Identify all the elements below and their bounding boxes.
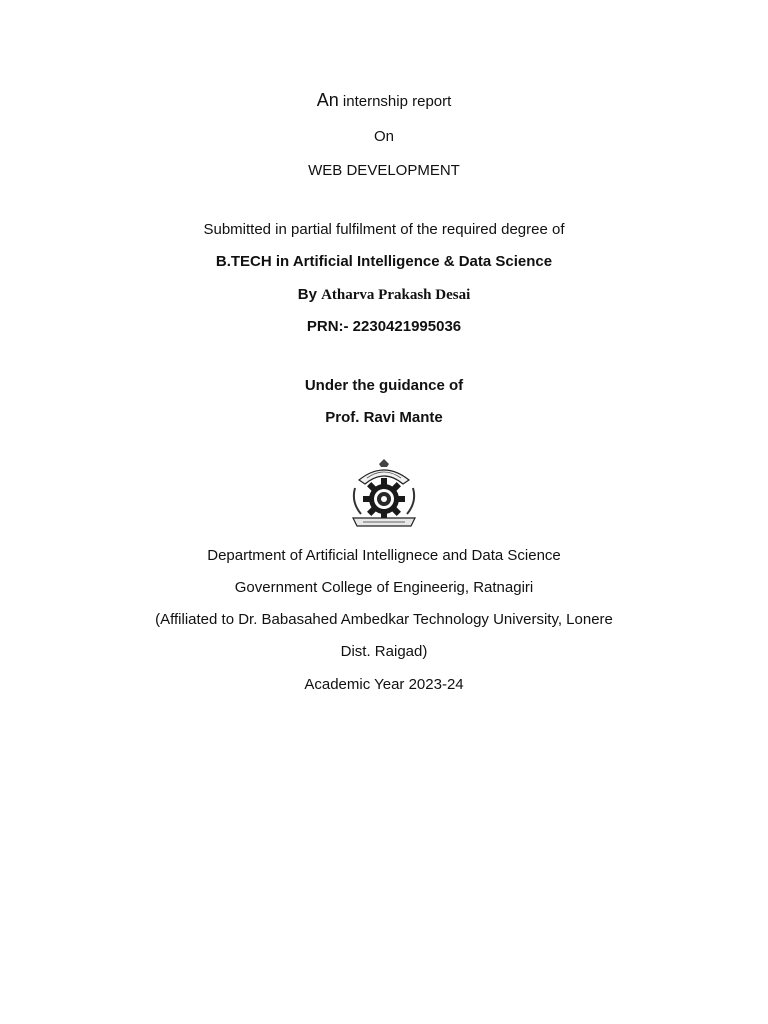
college-name: Government College of Engineerig, Ratnagiri xyxy=(234,579,534,596)
guidance-label: Under the guidance of xyxy=(304,377,464,394)
prn-number: PRN:- 2230421995036 xyxy=(306,318,462,335)
degree-name: B.TECH in Artificial Intelligence & Data Science xyxy=(215,253,553,270)
submission-statement: Submitted in partial fulfilment of the required degree of xyxy=(203,221,565,238)
department-name: Department of Artificial Intellignece and Data Science xyxy=(207,547,561,564)
on-label: On xyxy=(373,128,394,145)
affiliation-line-2: Dist. Raigad) xyxy=(340,643,428,660)
report-title xyxy=(0,90,768,112)
college-emblem-icon xyxy=(345,458,423,530)
guide-name: Prof. Ravi Mante xyxy=(325,409,443,426)
report-subject: WEB DEVELOPMENT xyxy=(308,162,460,179)
by-label: By xyxy=(297,286,322,303)
report-title-rest: internship report xyxy=(338,93,452,110)
academic-year: Academic Year 2023-24 xyxy=(304,676,464,693)
report-title-prefix: An xyxy=(316,90,339,110)
college-emblem-graphic xyxy=(345,458,423,530)
author-line xyxy=(0,285,768,305)
affiliation-line-1: (Affiliated to Dr. Babasahed Ambedkar Technology University, Lonere xyxy=(155,611,613,628)
author-name: Atharva Prakash Desai xyxy=(321,287,471,303)
